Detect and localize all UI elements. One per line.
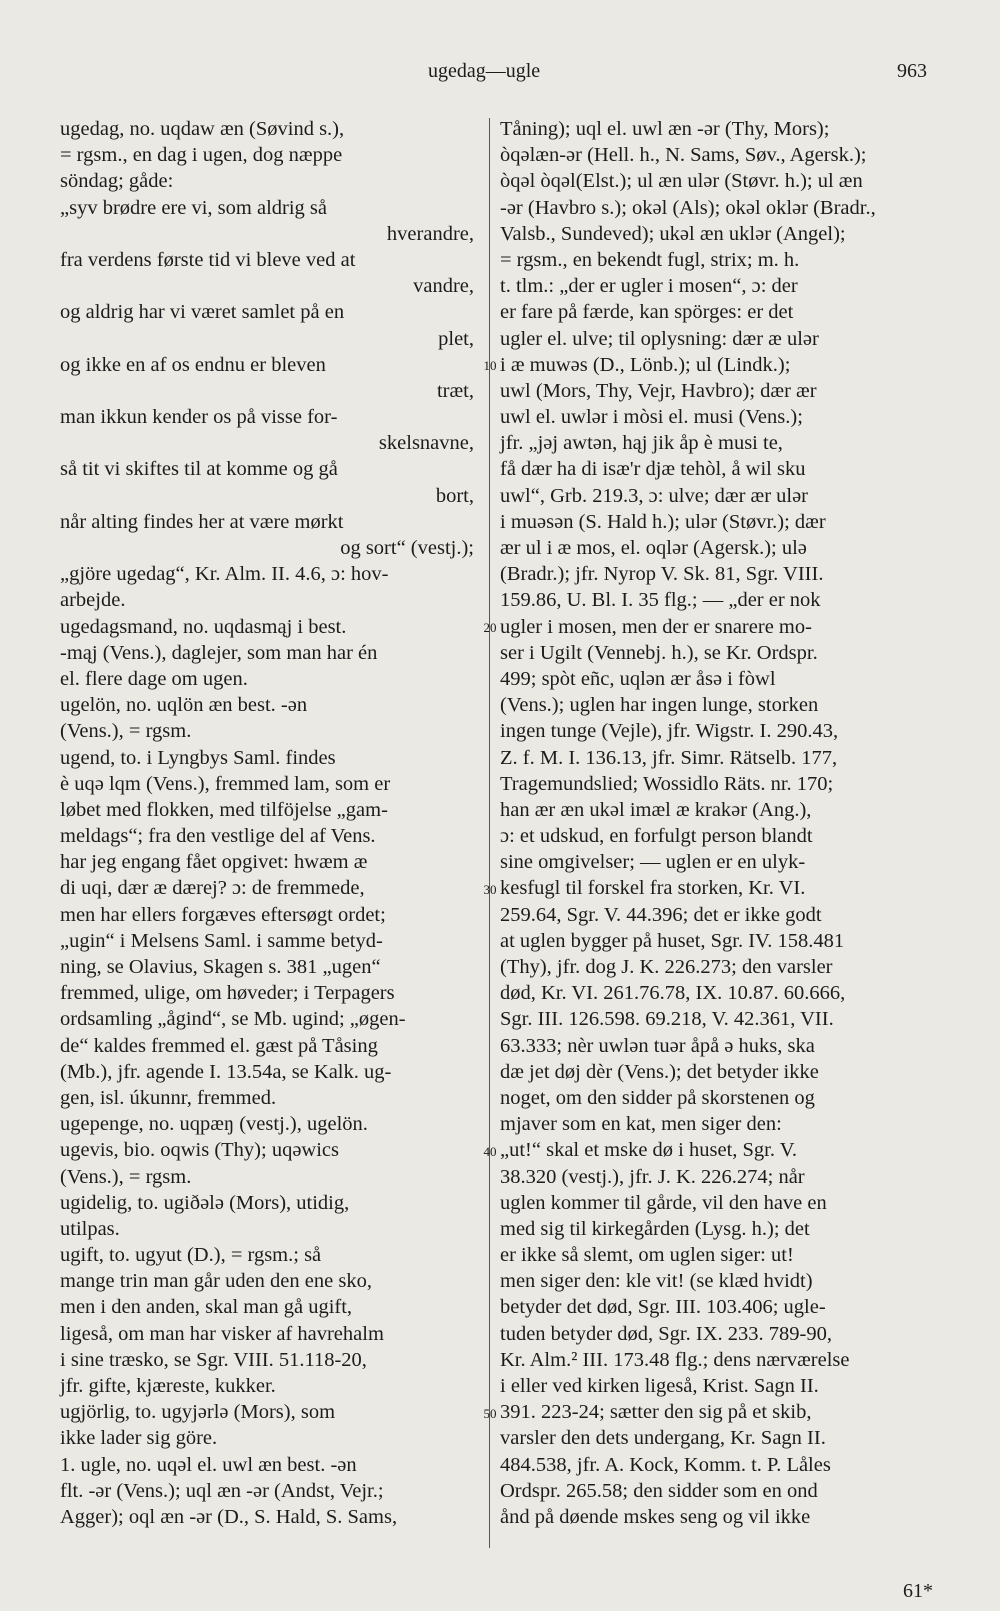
right-line: Z. f. M. I. 136.13, jfr. Simr. Rätselb. 177, [500,746,838,769]
right-line: uwl“, Grb. 219.3, ɔ: ulve; dær ær ulər [500,484,809,507]
right-line: kesfugl til forskel fra storken, Kr. VI. [500,877,806,900]
right-line: Ordspr. 265.58; den sidder som en ond [500,1479,818,1502]
right-line: (Vens.); uglen har ingen lunge, storken [500,694,819,717]
left-line: ligeså, om man har visker af havrehalm [60,1322,384,1345]
left-line: (Vens.), = rgsm. [60,720,192,743]
right-line: at uglen bygger på huset, Sgr. IV. 158.481 [500,929,845,952]
left-line: = rgsm., en dag i ugen, dog næppe [60,144,343,167]
left-line: ugelön, no. uqlön æn best. -ən [60,694,308,717]
right-line: betyder det død, Sgr. III. 103.406; ugle- [500,1296,826,1319]
right-line: ugler i mosen, men der er snarere mo- [500,615,812,638]
left-line: gen, isl. úkunnr, fremmed. [60,1086,277,1109]
right-line: „ut!“ skal et mske dø i huset, Sgr. V. [500,1139,798,1162]
line-number: 30 [483,881,497,897]
left-line: de“ kaldes fremmed el. gæst på Tåsing [60,1034,378,1057]
right-line: 499; spòt eñc, uqlən ær åsə i fòwl [500,667,776,690]
right-line: han ær æn ukəl imæl æ krakər (Ang.), [500,798,812,821]
right-line: Tragemundslied; Wossidlo Räts. nr. 170; [500,772,834,795]
right-line: ær ul i æ mos, el. oqlər (Agersk.); ulə [500,537,807,559]
line-number: 10 [483,357,497,373]
left-column [60,116,480,1530]
right-line: varsler den dets undergang, Kr. Sagn II. [500,1427,826,1450]
left-line: ugidelig, to. ugiðələ (Mors), utidig, [60,1191,350,1214]
left-line: ning, se Olavius, Skagen s. 381 „ugen“ [60,956,381,978]
right-line: mjaver som en kat, men siger den: [500,1113,782,1136]
left-line: har jeg engang fået opgivet: hwæm æ [60,851,368,874]
right-line: ɔ: et udskud, en forfulgt person blandt [500,825,813,848]
left-line: ugevis, bio. oqwis (Thy); uqəwics [60,1139,339,1162]
right-line: (Bradr.); jfr. Nyrop V. Sk. 81, Sgr. VIII. [500,563,824,586]
right-line: Tåning); uql el. uwl æn -ər (Thy, Mors); [500,118,830,140]
right-line: uwl (Mors, Thy, Vejr, Havbro); dær ær [500,379,817,402]
left-line: flt. -ər (Vens.); uql æn -ər (Andst, Vejr.; [60,1479,384,1502]
left-line: bort, [435,484,474,507]
left-line: -mąj (Vens.), daglejer, som man har én [60,641,378,664]
left-line: ugend, to. i Lyngbys Saml. findes [60,746,336,769]
right-line: Valsb., Sundeved); ukəl æn uklər (Angel); [500,222,846,245]
page-number: 963 [897,60,927,82]
left-line: og sort“ (vestj.); [340,537,474,559]
left-line: i sine træsko, se Sgr. VIII. 51.118-20, [60,1348,367,1371]
right-line: er ikke så slemt, om uglen siger: ut! [500,1244,794,1267]
left-line: man ikkun kender os på visse for- [60,406,338,429]
left-line: men har ellers forgæves eftersøgt ordet; [60,903,386,926]
left-line: el. flere dage om ugen. [60,667,248,690]
column-divider [489,118,490,1548]
left-line: ugjörlig, to. ugyjərlə (Mors), som [60,1401,336,1424]
right-line: uwl el. uwlər i mòsi el. musi (Vens.); [500,406,803,429]
right-line: få dær ha di isæ'r djæ tehòl, å wil sku [500,458,806,481]
right-line: 38.320 (vestj.), jfr. J. K. 226.274; når [500,1165,805,1188]
left-line: træt, [436,379,474,402]
left-line: skelsnavne, [378,432,474,455]
left-line: når alting findes her at være mørkt [60,510,344,533]
left-line: ugedagsmand, no. uqdasmąj i best. [60,615,347,638]
left-line: arbejde. [60,589,126,612]
left-line: men i den anden, skal man gå ugift, [60,1296,353,1319]
left-line: (Mb.), jfr. agende I. 13.54a, se Kalk. ug- [60,1060,392,1083]
line-number: 40 [483,1143,497,1159]
right-line: = rgsm., en bekendt fugl, strix; m. h. [500,248,800,271]
left-line: ugift, to. ugyut (D.), = rgsm.; så [60,1244,322,1267]
left-line: plet, [438,327,474,350]
left-line: jfr. gifte, kjæreste, kukker. [60,1375,276,1397]
line-number: 20 [483,619,497,635]
left-line: di uqi, dær æ dærej? ɔ: de fremmede, [60,877,365,900]
left-line: hverandre, [386,222,474,245]
left-line: meldags“; fra den vestlige del af Vens. [60,825,376,848]
left-line: utilpas. [60,1217,120,1240]
right-line: jfr. „jəj awtən, hąj jik åp è musi te, [500,432,783,455]
left-line: „ugin“ i Melsens Saml. i samme betyd- [60,929,383,952]
right-line: -ər (Havbro s.); okəl (Als); okəl oklər (Bradr., [500,196,876,219]
right-line: òqəlæn-ər (Hell. h., N. Sams, Søv., Agersk.); [500,144,867,167]
left-line: „syv brødre ere vi, som aldrig så [60,196,327,219]
left-line: ordsamling „ågind“, se Mb. ugind; „øgen- [60,1008,406,1031]
left-line: så tit vi skiftes til at komme og gå [60,458,338,481]
right-line: òqəl òqəl(Elst.); ul æn ulər (Støvr. h.); ul æn [500,170,863,193]
left-line: ikke lader sig göre. [60,1427,218,1450]
left-line: ugedag, no. uqdaw æn (Søvind s.), [60,118,345,140]
right-line: ugler el. ulve; til oplysning: dær æ ulər [500,327,819,350]
right-line: Kr. Alm.² III. 173.48 flg.; dens nærværelse [500,1348,850,1371]
signature-mark: 61* [903,1580,933,1602]
right-line: ingen tunge (Vejle), jfr. Wigstr. I. 290.43, [500,720,839,743]
right-line: død, Kr. VI. 261.76.78, IX. 10.87. 60.666, [500,982,846,1005]
right-line: Sgr. III. 126.598. 69.218, V. 42.361, VII. [500,1008,834,1031]
left-line: fra verdens første tid vi bleve ved at [60,248,356,271]
left-line: söndag; gåde: [60,170,174,193]
line-number: 50 [483,1405,497,1421]
right-line: men siger den: kle vit! (se klæd hvidt) [500,1270,813,1293]
left-line: mange trin man går uden den ene sko, [60,1270,372,1293]
right-line: i æ muwəs (D., Lönb.); ul (Lindk.); [500,353,791,376]
left-line: vandre, [413,275,474,298]
left-line: Agger); oql æn -ər (D., S. Hald, S. Sams, [60,1505,398,1528]
right-line: noget, om den sidder på skorstenen og [500,1086,815,1109]
right-line: 63.333; nèr uwlən tuər åpå ə huks, ska [500,1034,815,1057]
right-line: i eller ved kirken ligeså, Krist. Sagn II. [500,1375,819,1397]
right-line: 391. 223-24; sætter den sig på et skib, [500,1401,812,1424]
left-line: „gjöre ugedag“, Kr. Alm. II. 4.6, ɔ: hov- [60,563,389,586]
right-line: tuden betyder død, Sgr. IX. 233. 789-90, [500,1322,832,1345]
left-line: fremmed, ulige, om høveder; i Terpagers [60,982,395,1005]
left-line: og ikke en af os endnu er bleven [60,353,326,376]
left-line: è uqə lqm (Vens.), fremmed lam, som er [60,772,391,795]
left-line: ugepenge, no. uqpæŋ (vestj.), ugelön. [60,1113,368,1136]
right-line: ser i Ugilt (Vennebj. h.), se Kr. Ordspr. [500,641,818,664]
right-line: 259.64, Sgr. V. 44.396; det er ikke godt [500,903,822,926]
left-line: 1. ugle, no. uqəl el. uwl æn best. -ən [60,1453,357,1476]
right-line: med sig til kirkegården (Lysg. h.); det [500,1217,810,1240]
left-line: og aldrig har vi været samlet på en [60,301,345,324]
right-line: 159.86, U. Bl. I. 35 flg.; — „der er nok [500,589,821,612]
right-line: uglen kommer til gårde, vil den have en [500,1191,827,1214]
right-line: 484.538, jfr. A. Kock, Komm. t. P. Låles [500,1453,831,1476]
right-line: er fare på færde, kan spörges: er det [500,301,794,324]
running-title: ugedag—ugle [428,60,541,82]
right-column [500,116,950,1530]
right-line: ånd på døende mskes seng og vil ikke [500,1505,811,1528]
right-line: sine omgivelser; — uglen er en ulyk- [500,851,806,874]
right-line: i muəsən (S. Hald h.); ulər (Støvr.); dær [500,510,826,533]
left-line: løbet med flokken, med tilföjelse „gam- [60,798,388,821]
right-line: dæ jet døj dèr (Vens.); det betyder ikke [500,1060,819,1083]
left-line: (Vens.), = rgsm. [60,1165,192,1188]
right-line: t. tlm.: „der er ugler i mosen“, ɔ: der [500,275,798,298]
right-line: (Thy), jfr. dog J. K. 226.273; den varsler [500,956,833,978]
